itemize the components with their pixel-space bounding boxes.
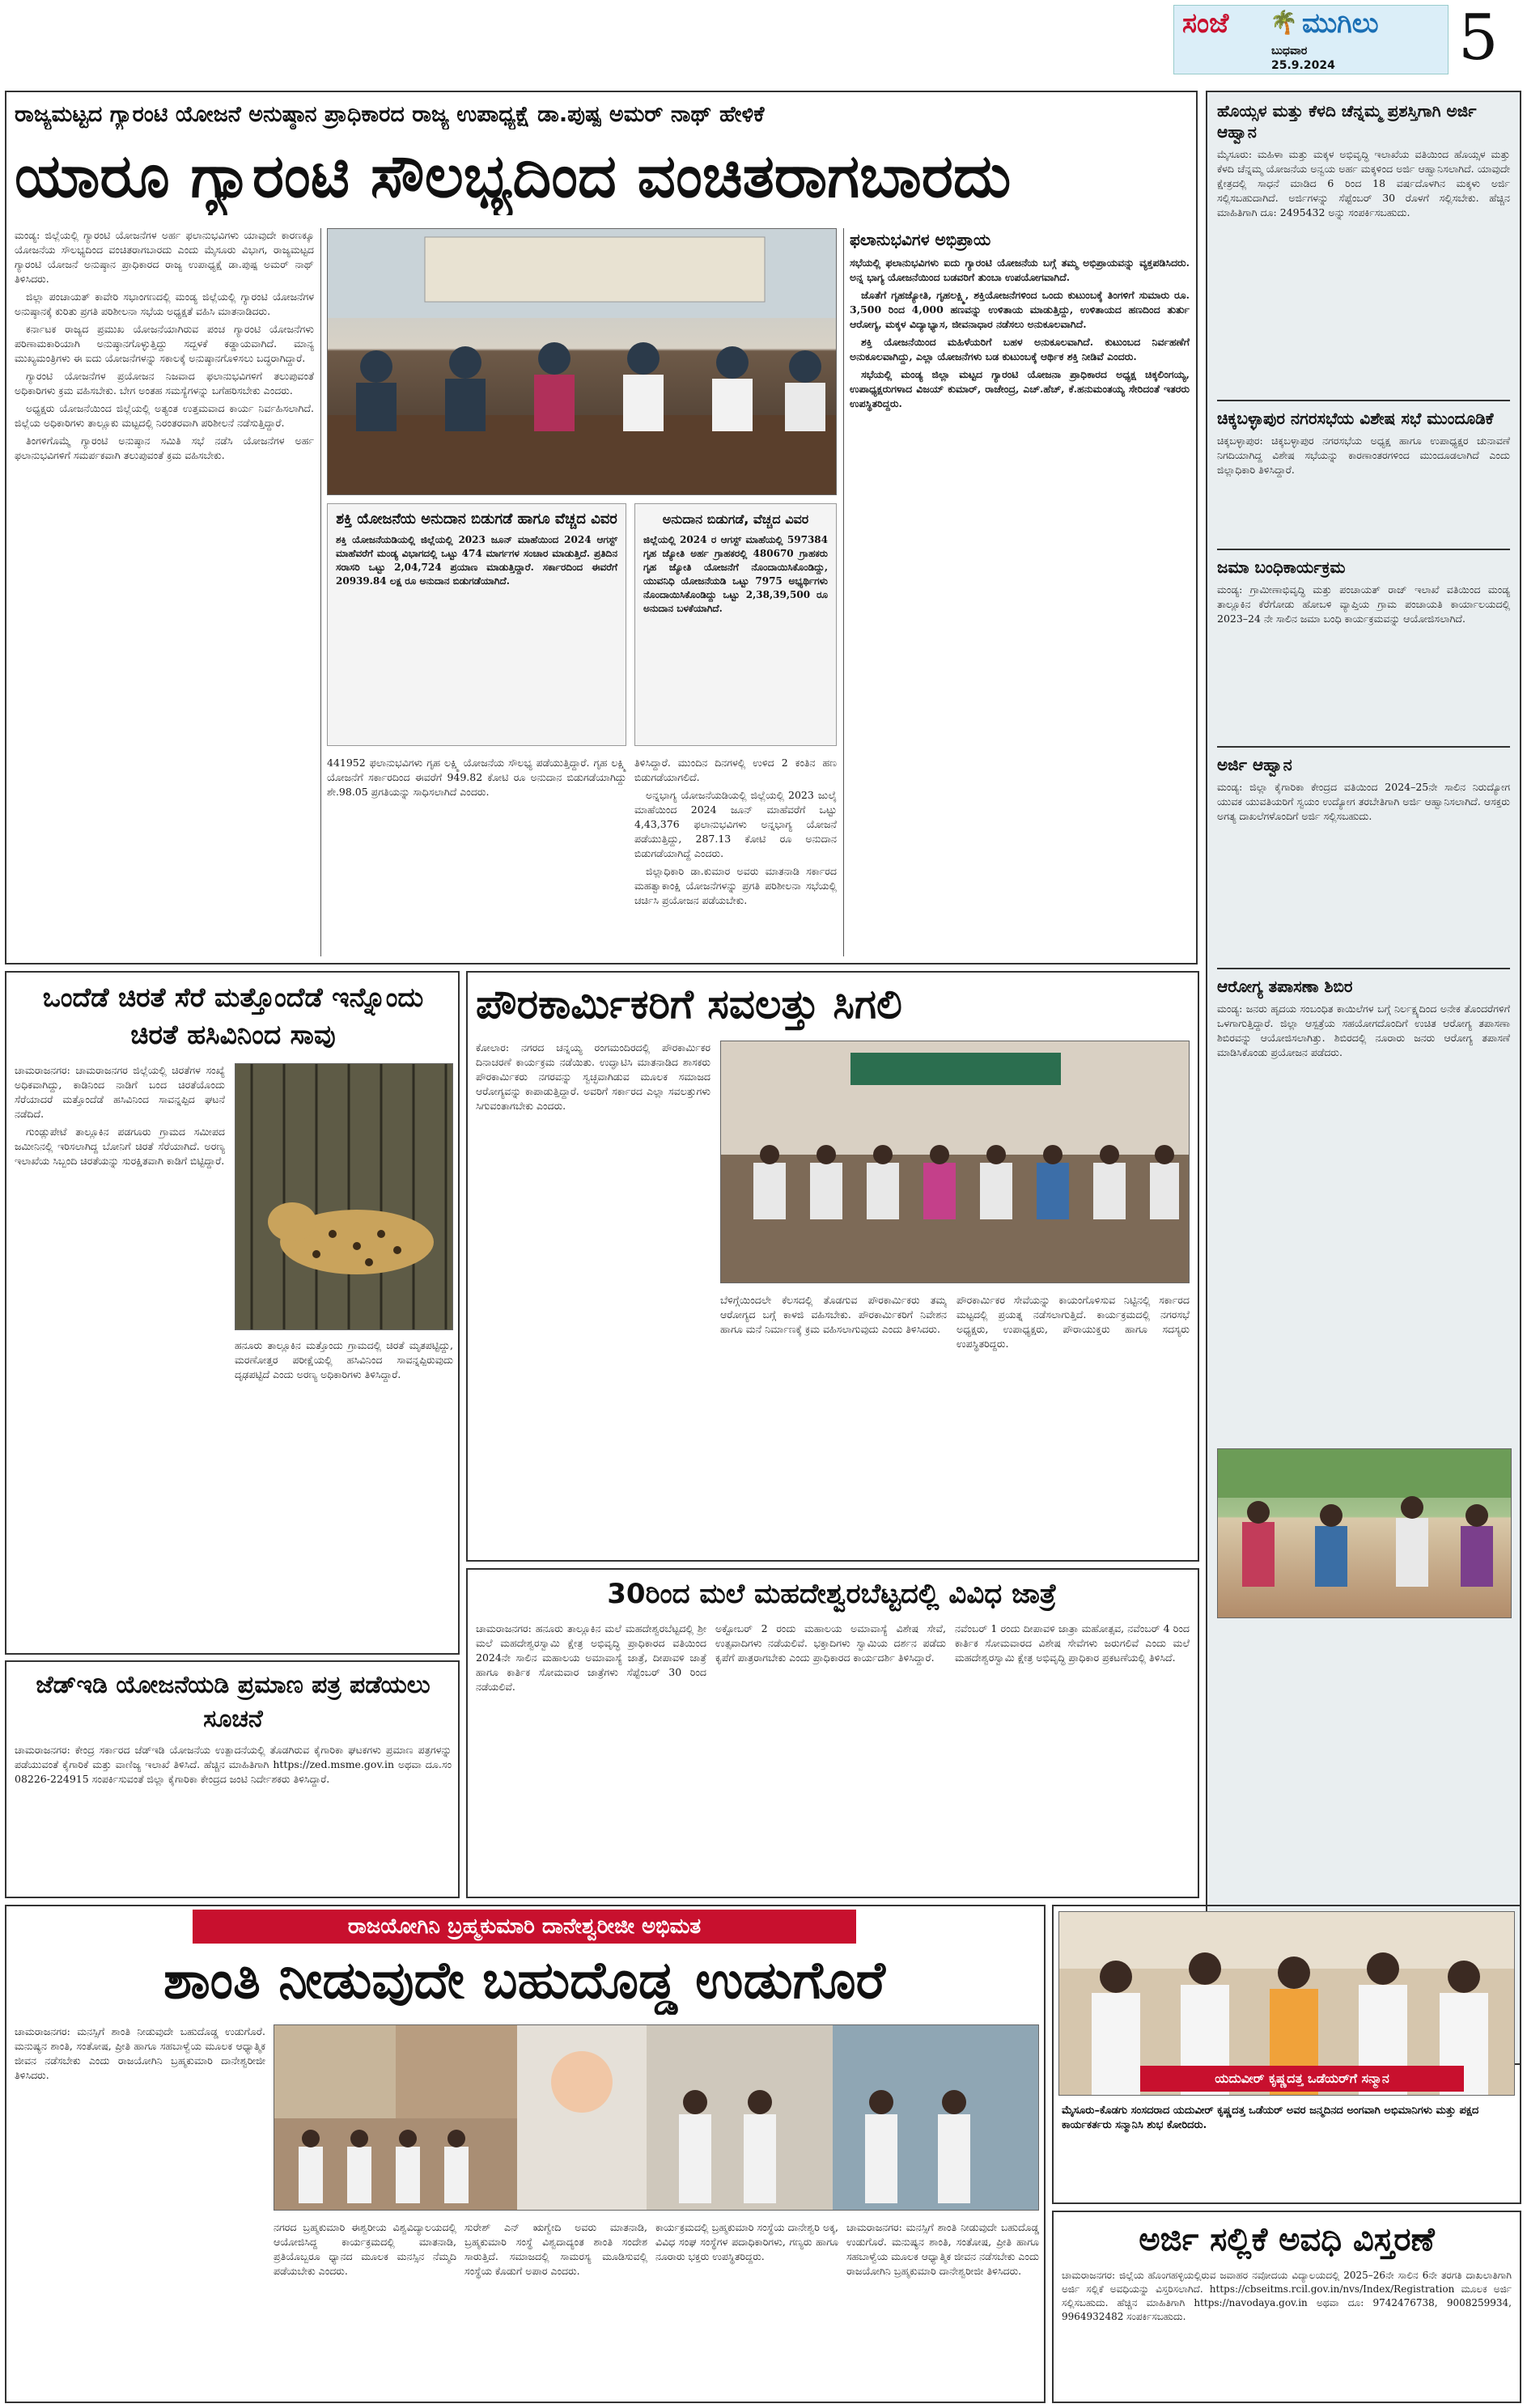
lead-story (5, 91, 1198, 964)
masthead (1173, 2, 1521, 83)
zed-story (5, 1660, 460, 1898)
info-box-title: ಅನುದಾನ ಬಿಡುಗಡೆ, ವೆಚ್ಚದ ವಿವರ (662, 511, 809, 527)
shanti-headline: ಶಾಂತಿ ನೀಡುವುದೇ ಬಹುದೊಡ್ಡ ಉಡುಗೊರೆ (163, 1951, 885, 2011)
mmhills-col-2: ಅಕ್ಟೋಬರ್ 2 ರಂದು ಮಹಾಲಯ ಅಮಾವಾಸ್ಯೆ ವಿಶೇಷ ಸೇವೆ, ಉತ್ಸವಾದಿಗಳು ನಡೆಯಲಿವೆ. ಭಕ್ತಾದಿಗಳು ಸ್ವಾಮಿಯ ದರ್ಶನ ಪಡೆದು ಕೃಪೆಗೆ ಪಾತ್ರರಾಗಬೇಕು ಎಂದು ಪ್ರಾಧಿಕಾರದ ಕಾರ್ಯದರ್ಶಿ ತಿಳಿಸಿದ್ದಾರೆ. (715, 1622, 946, 1664)
lead-para: ಸಭೆಯಲ್ಲಿ ಮಂಡ್ಯ ಜಿಲ್ಲಾ ಮಟ್ಟದ ಗ್ಯಾರಂಟಿ ಯೋಜನಾ ಪ್ರಾಧಿಕಾರದ ಅಧ್ಯಕ್ಷ ಚಿಕ್ಕಲಿಂಗಯ್ಯ, ಉಪಾಧ್ಯಕ್ಷರುಗಳಾದ ವಿಜಯ್ ಕುಮಾರ್, ರಾಜೇಂದ್ರ, ಎಚ್.ಹೆಚ್, ಕೆ.ಹನುಮಂತಯ್ಯ ಸೇರಿದಂತೆ ಇತರರು ಉಪಸ್ಥಿತರಿದ್ದರು. (850, 368, 1190, 409)
yaduveer-photo (1058, 1911, 1515, 2096)
brand-right: ಮುಗಿಲು (1302, 7, 1379, 40)
meeting-photo-figures (328, 229, 837, 495)
lead-para: ಅನ್ನಭಾಗ್ಯ ಯೋಜನೆಯಡಿಯಲ್ಲಿ ಜಿಲ್ಲೆಯಲ್ಲಿ 2023 ಜುಲೈ ಮಾಹೆಯಿಂದ 2024 ಜೂನ್ ಮಾಹೆವರೆಗೆ ಒಟ್ಟು 4,43,376 ಫಲಾನುಭವಿಗಳು ಅನ್ನಭಾಗ್ಯ ಯೋಜನೆ ಪಡೆಯುತ್ತಿದ್ದು, 287.13 ಕೋಟಿ ರೂ ಅನುದಾನ ಬಿಡುಗಡೆಯಾಗಿದ್ದೆ ಎಂದರು. (634, 789, 837, 859)
zed-headline: ಜೆಡ್ಇಡಿ ಯೋಜನೆಯಡಿ ಪ್ರಮಾಣ ಪತ್ರ ಪಡೆಯಲು ಸೂಚನೆ (36, 1671, 431, 1733)
shanti-col-1: ಚಾಮರಾಜನಗರ: ಮನಸ್ಸಿಗೆ ಶಾಂತಿ ನೀಡುವುದೇ ಬಹುದೊಡ್ಡ ಉಡುಗೊರೆ. ಮನುಷ್ಯನ ಶಾಂತಿ, ಸಂತೋಷ, ಪ್ರೀತಿ ಹಾಗೂ ಸಹಬಾಳ್ವೆಯ ಮೂಲಕ ಆಧ್ಯಾತ್ಮಿಕ ಜೀವನ ನಡೆಸಬೇಕು ಎಂದು ರಾಜಯೋಗಿನಿ ಬ್ರಹ್ಮಕುಮಾರಿ ದಾನೇಶ್ವರೀಜೀ ತಿಳಿಸಿದರು. (15, 2025, 265, 2081)
lead-col-3 (327, 756, 626, 958)
pourakarmika-col-2: ಬೆಳಿಗ್ಗೆಯಿಂದಲೇ ಕೆಲಸದಲ್ಲಿ ತೊಡಗುವ ಪೌರಕಾರ್ಮಿಕರು ತಮ್ಮ ಆರೋಗ್ಯದ ಬಗ್ಗೆ ಕಾಳಜಿ ವಹಿಸಬೇಕು. ಪೌರಕಾರ್ಮಿಕರಿಗೆ ನಿವೇಶನ ಹಾಗೂ ಮನೆ ನಿರ್ಮಾಣಕ್ಕೆ ಕ್ರಮ ವಹಿಸಲಾಗುವುದು ಎಂದು ತಿಳಿಸಿದರು. (720, 1294, 947, 1335)
info-box-body: ಶಕ್ತಿ ಯೋಜನೆಯಡಿಯಲ್ಲಿ ಜಿಲ್ಲೆಯಲ್ಲಿ 2023 ಜೂನ್ ಮಾಹೆಯಿಂದ 2024 ಆಗಸ್ಟ್ ಮಾಹೆವರೆಗೆ ಮಂಡ್ಯ ವಿಭಾಗದಲ್ಲಿ ಒಟ್ಟು 474 ಮಾರ್ಗಗಳ ಸಂಚಾರ ಮಾಡುತ್ತಿದೆ. ಪ್ರತಿದಿನ ಸರಾಸರಿ ಒಟ್ಟು 2,04,724 ಪ್ರಯಾಣ ಮಾಡುತ್ತಿದ್ದಾರೆ. ಸರ್ಕಾರದಿಂದ ಈವರೆಗೆ 20939.84 ಲಕ್ಷ ರೂ ಅನುದಾನ ಬಿಡುಗಡೆಯಾಗಿದೆ. (336, 534, 617, 587)
shanti-col-5: ಚಾಮರಾಜನಗರ: ಮನಸ್ಸಿಗೆ ಶಾಂತಿ ನೀಡುವುದೇ ಬಹುದೊಡ್ಡ ಉಡುಗೊರೆ. ಮನುಷ್ಯನ ಶಾಂತಿ, ಸಂತೋಷ, ಪ್ರೀತಿ ಹಾಗೂ ಸಹಬಾಳ್ವೆಯ ಮೂಲಕ ಆಧ್ಯಾತ್ಮಿಕ ಜೀವನ ನಡೆಸಬೇಕು ಎಂದು ರಾಜಯೋಗಿನಿ ಬ್ರಹ್ಮಕುಮಾರಿ ದಾನೇಶ್ವರೀಜೀ ತಿಳಿಸಿದರು. (846, 2221, 1039, 2277)
lead-para: ಗ್ಯಾರಂಟಿ ಯೋಜನೆಗಳ ಪ್ರಯೋಜನ ನಿಜವಾದ ಫಲಾನುಭವಿಗಳಿಗೆ ತಲುಪುವಂತೆ ಅಧಿಕಾರಿಗಳು ಕ್ರಮ ವಹಿಸಬೇಕು. ಬೇಗ ಅಂತಹ ಸಮಸ್ಯೆಗಳನ್ನು ಬಗೆಹರಿಸಬೇಕು ಎಂದರು. (15, 370, 314, 396)
leopard-para: ಚಾಮರಾಜನಗರ: ಚಾಮರಾಜನಗರ ಜಿಲ್ಲೆಯಲ್ಲಿ ಚಿರತೆಗಳ ಸಂಖ್ಯೆ ಅಧಿಕವಾಗಿದ್ದು, ಕಾಡಿನಿಂದ ನಾಡಿಗೆ ಬಂದ ಚಿರತೆಯೊಂದು ಸೆರೆಯಾದರೆ ಮತ್ತೊಂದೆಡೆ ಹಸಿವಿನಿಂದ ಸಾವನ್ನಪ್ಪಿದ ಘಟನೆ ನಡೆದಿದೆ. (15, 1064, 225, 1120)
brief-title-2: ಚಿಕ್ಕಬಳ್ಳಾಪುರ ನಗರಸಭೆಯ ವಿಶೇಷ ಸಭೆ ಮುಂದೂಡಿಕೆ (1217, 409, 1494, 428)
shanti-col-3: ಸುರೇಶ್ ಎನ್ ಋಗ್ವೇದಿ ಅವರು ಮಾತನಾಡಿ, ಬ್ರಹ್ಮಕುಮಾರಿ ಸಂಸ್ಥೆ ವಿಶ್ವದಾದ್ಯಂತ ಶಾಂತಿ ಸಂದೇಶ ಸಾರುತ್ತಿದೆ. ಸಮಾಜದಲ್ಲಿ ಸಾಮರಸ್ಯ ಮೂಡಿಸುವಲ್ಲಿ ಸಂಸ್ಥೆಯ ಕೊಡುಗೆ ಅಪಾರ ಎಂದರು. (464, 2221, 647, 2277)
info-box-body: ಜಿಲ್ಲೆಯಲ್ಲಿ 2024 ರ ಆಗಸ್ಟ್ ಮಾಹೆಯಲ್ಲಿ 597384 ಗೃಹ ಜ್ಯೋತಿ ಅರ್ಹ ಗ್ರಾಹಕರಲ್ಲಿ 480670 ಗ್ರಾಹಕರು ಗೃಹ ಜ್ಯೋತಿ ಯೋಜನೆಗೆ ನೊಂದಾಯಿಸಿಕೊಂಡಿದ್ದು, ಯುವನಿಧಿ ಯೋಜನೆಯಡಿ ಒಟ್ಟು 7975 ಅಭ್ಯರ್ಥಿಗಳು ನೊಂದಾಯಿಸಿಕೊಂಡಿದ್ದು ಒಟ್ಟು 2,38,39,500 ರೂ ಅನುದಾನ ಬಳಕೆಯಾಗಿದೆ. (643, 534, 828, 614)
shanti-col-2: ನಗರದ ಬ್ರಹ್ಮಕುಮಾರಿ ಈಶ್ವರೀಯ ವಿಶ್ವವಿದ್ಯಾಲಯದಲ್ಲಿ ಆಯೋಜಿಸಿದ್ದ ಕಾರ್ಯಕ್ರಮದಲ್ಲಿ ಮಾತನಾಡಿ, ಪ್ರತಿಯೊಬ್ಬರೂ ಧ್ಯಾನದ ಮೂಲಕ ಮನಸ್ಸಿನ ನೆಮ್ಮದಿ ಪಡೆಯಬೇಕು ಎಂದರು. (274, 2221, 456, 2277)
beneficiary-opinion-heading: ಫಲಾನುಭವಿಗಳ ಅಭಿಪ್ರಾಯ (850, 230, 991, 249)
brief-body-2: ಚಿಕ್ಕಬಳ್ಳಾಪುರ: ಚಿಕ್ಕಬಳ್ಳಾಪುರ ನಗರಸಭೆಯ ಅಧ್ಯಕ್ಷ ಹಾಗೂ ಉಪಾಧ್ಯಕ್ಷರ ಚುನಾವಣೆ ನಿಗದಿಯಾಗಿದ್ದ ವಿಶೇಷ ಸಭೆಯನ್ನು ಕಾರಣಾಂತರಗಳಿಂದ ಮುಂದೂಡಲಾಗಿದೆ ಎಂದು ಜಿಲ್ಲಾಧಿಕಾರಿ ತಿಳಿಸಿದ್ದಾರೆ. (1217, 435, 1510, 476)
yaduveer-caption: ಮೈಸೂರು–ಕೊಡಗು ಸಂಸದರಾದ ಯದುವೀರ್ ಕೃಷ್ಣದತ್ತ ಒಡೆಯರ್ ಅವರ ಜನ್ಮದಿನದ ಅಂಗವಾಗಿ ಅಭಿಮಾನಿಗಳು ಮತ್ತು ಪಕ್ಷದ ಕಾರ್ಯಕರ್ತರು ಸನ್ಮಾನಿಸಿ ಶುಭ ಕೋರಿದರು. (1062, 2105, 1479, 2131)
lead-headline: ಯಾರೂ ಗ್ಯಾರಂಟಿ ಸೌಲಭ್ಯದಿಂದ ವಂಚಿತರಾಗಬಾರದು (15, 142, 1012, 211)
shanti-col-4: ಕಾರ್ಯಕ್ರಮದಲ್ಲಿ ಬ್ರಹ್ಮಕುಮಾರಿ ಸಂಸ್ಥೆಯ ದಾನೇಶ್ವರಿ ಅಕ್ಕ, ವಿವಿಧ ಸಂಘ ಸಂಸ್ಥೆಗಳ ಪದಾಧಿಕಾರಿಗಳು, ಗಣ್ಯರು ಹಾಗೂ ನೂರಾರು ಭಕ್ತರು ಉಪಸ್ಥಿತರಿದ್ದರು. (655, 2221, 838, 2262)
yaduveer-story (1052, 1905, 1521, 2204)
mmhills-col-3: ನವೆಂಬರ್ 1 ರಂದು ದೀಪಾವಳಿ ಜಾತ್ರಾ ಮಹೋತ್ಸವ, ನವೆಂಬರ್ 4 ರಿಂದ ಕಾರ್ತಿಕ ಸೋಮವಾರದ ವಿಶೇಷ ಸೇವೆಗಳು ಜರುಗಲಿವೆ ಎಂದು ಮಲೆ ಮಹದೇಶ್ವರಸ್ವಾಮಿ ಕ್ಷೇತ್ರ ಅಭಿವೃದ್ಧಿ ಪ್ರಾಧಿಕಾರ ಪ್ರಕಟಣೆಯಲ್ಲಿ ತಿಳಿಸಿದೆ. (955, 1622, 1190, 1664)
brief-title-4: ಅರ್ಜಿ ಆಹ್ವಾನ (1217, 755, 1292, 774)
masthead-date: 25.9.2024 (1271, 59, 1335, 72)
lead-para: ಮಂಡ್ಯ: ಜಿಲ್ಲೆಯಲ್ಲಿ ಗ್ಯಾರಂಟಿ ಯೋಜನೆಗಳ ಅರ್ಹ ಫಲಾನುಭವಿಗಳು ಯಾವುದೇ ಕಾರಣಕ್ಕೂ ಯೋಜನೆಯ ಸೌಲಭ್ಯದಿಂದ ವಂಚಿತರಾಗಬಾರದು ಎಂದು ಮೈಸೂರು ವಿಭಾಗ, ರಾಜ್ಯಮಟ್ಟದ ಗ್ಯಾರಂಟಿ ಯೋಜನೆ ಅನುಷ್ಠಾನ ಪ್ರಾಧಿಕಾರದ ರಾಜ್ಯ ಉಪಾಧ್ಯಕ್ಷೆ ಡಾ.ಪುಷ್ಪ ಅಮರ್ ನಾಥ್ ತಿಳಿಸಿದರು. (15, 229, 314, 285)
lead-para: ತಿಳಿಸಿದ್ದಾರೆ. ಮುಂದಿನ ದಿನಗಳಲ್ಲಿ ಉಳಿದ 2 ಕಂತಿನ ಹಣ ಬಿಡುಗಡೆಯಾಗಲಿದೆ. (634, 757, 837, 783)
pourakarmika-col-1: ಕೋಲಾರ: ನಗರದ ಚನ್ನಯ್ಯ ರಂಗಮಂದಿರದಲ್ಲಿ ಪೌರಕಾರ್ಮಿಕರ ದಿನಾಚರಣೆ ಕಾರ್ಯಕ್ರಮ ನಡೆಯಿತು. ಉದ್ಘಾಟಿಸಿ ಮಾತನಾಡಿದ ಶಾಸಕರು ಪೌರಕಾರ್ಮಿಕರು ನಗರವನ್ನು ಸ್ವಚ್ಛವಾಗಿಡುವ ಮೂಲಕ ಸಮಾಜದ ಆರೋಗ್ಯವನ್ನು ಕಾಪಾಡುತ್ತಿದ್ದಾರೆ. ಅವರಿಗೆ ಸರ್ಕಾರದ ಎಲ್ಲಾ ಸವಲತ್ತುಗಳು ಸಿಗುವಂತಾಗಬೇಕು ಎಂದರು. (476, 1041, 710, 1112)
deadline-story (1052, 2211, 1521, 2403)
lead-col-1 (15, 228, 314, 956)
yaduveer-caption-tag: ಯದುವೀರ್ ಕೃಷ್ಣದತ್ತ ಒಡೆಯರ್‌ಗೆ ಸನ್ಮಾನ (1140, 2066, 1464, 2092)
pourakarmika-photo (720, 1041, 1190, 1283)
leopard-col-1 (15, 1063, 225, 1646)
shanti-kicker: ರಾಜಯೋಗಿನಿ ಬ್ರಹ್ಮಕುಮಾರಿ ದಾನೇಶ್ವರೀಜೀ ಅಭಿಮತ (193, 1910, 856, 1944)
sidebar-briefs (1206, 91, 1521, 2065)
pourakarmika-story (466, 971, 1199, 1562)
mmhills-col-1: ಚಾಮರಾಜನಗರ: ಹನೂರು ತಾಲ್ಲೂಕಿನ ಮಲೆ ಮಹದೇಶ್ವರಬೆಟ್ಟದಲ್ಲಿ ಶ್ರೀ ಮಲೆ ಮಹದೇಶ್ವರಸ್ವಾಮಿ ಕ್ಷೇತ್ರ ಅಭಿವೃದ್ಧಿ ಪ್ರಾಧಿಕಾರದ ವತಿಯಿಂದ 2024ನೇ ಸಾಲಿನ ಮಹಾಲಯ ಅಮಾವಾಸ್ಯೆ ಜಾತ್ರೆ, ದೀಪಾವಳಿ ಜಾತ್ರೆ ಹಾಗೂ ಕಾರ್ತಿಕ ಸೋಮವಾರ ಜಾತ್ರೆಗಳು ಸೆಪ್ಟೆಂಬರ್ 30 ರಿಂದ ನಡೆಯಲಿವೆ. (476, 1622, 706, 1693)
deadline-body: ಚಾಮರಾಜನಗರ: ಜಿಲ್ಲೆಯ ಹೊಂಗಹಳ್ಳಿಯಲ್ಲಿರುವ ಜವಾಹರ ನವೋದಯ ವಿದ್ಯಾಲಯದಲ್ಲಿ 2025–26ನೇ ಸಾಲಿನ 6ನೇ ತರಗತಿ ದಾಖಲಾತಿಗಾಗಿ ಅರ್ಜಿ ಸಲ್ಲಿಕೆ ಅವಧಿಯನ್ನು ವಿಸ್ತರಿಸಲಾಗಿದೆ. https://cbseitms.rcil.gov.in/nvs/Index/Registration ಮೂಲಕ ಅರ್ಜಿ ಸಲ್ಲಿಸಬಹುದು. ಹೆಚ್ಚಿನ ಮಾಹಿತಿಗಾಗಿ https://navodaya.gov.in ಅಥವಾ ದೂ: 9742476738, 9008259934, 9964932482 ಸಂಪರ್ಕಿಸಬಹುದು. (1062, 2270, 1512, 2322)
brief-title-5: ಆರೋಗ್ಯ ತಪಾಸಣಾ ಶಿಬಿರ (1217, 977, 1353, 996)
brief-body-1: ಮೈಸೂರು: ಮಹಿಳಾ ಮತ್ತು ಮಕ್ಕಳ ಅಭಿವೃದ್ಧಿ ಇಲಾಖೆಯ ವತಿಯಿಂದ ಹೊಯ್ಸಳ ಮತ್ತು ಕೆಳದಿ ಚೆನ್ನಮ್ಮ ಯೋಜನೆಯ ಅನ್ವಯ ಅರ್ಹ ಮಕ್ಕಳಿಂದ ಅರ್ಜಿ ಆಹ್ವಾನಿಸಲಾಗಿದೆ. ಯಾವುದೇ ಕ್ಷೇತ್ರದಲ್ಲಿ ಸಾಧನೆ ಮಾಡಿದ 6 ರಿಂದ 18 ವರ್ಷದೊಳಗಿನ ಮಕ್ಕಳು ಅರ್ಜಿ ಸಲ್ಲಿಸಬಹುದಾಗಿದೆ. ಅರ್ಜಿಗಳನ್ನು ಸೆಪ್ಟೆಂಬರ್ 30 ರೊಳಗೆ ಸಲ್ಲಿಸಬೇಕು. ಹೆಚ್ಚಿನ ಮಾಹಿತಿಗಾಗಿ ದೂ: 2495432 ಅನ್ನು ಸಂಪರ್ಕಿಸಬಹುದು. (1217, 148, 1510, 218)
brief-body-3: ಮಂಡ್ಯ: ಗ್ರಾಮೀಣಾಭಿವೃದ್ಧಿ ಮತ್ತು ಪಂಚಾಯತ್ ರಾಜ್ ಇಲಾಖೆ ವತಿಯಿಂದ ಮಂಡ್ಯ ತಾಲ್ಲೂಕಿನ ಕೆರೆಗೋಡು ಹೋಬಳಿ ವ್ಯಾಪ್ತಿಯ ಗ್ರಾಮ ಪಂಚಾಯತಿ ಕಾರ್ಯಾಲಯದಲ್ಲಿ 2023–24 ನೇ ಸಾಲಿನ ಜಮಾ ಬಂಧಿ ಕಾರ್ಯಕ್ರಮವನ್ನು ಆಯೋಜಿಸಲಾಗಿದೆ. (1217, 583, 1510, 625)
palm-icon: 🌴 (1270, 9, 1298, 36)
info-box-title: ಶಕ್ತಿ ಯೋಜನೆಯ ಅನುದಾನ ಬಿಡುಗಡೆ ಹಾಗೂ ವೆಚ್ಚದ ವಿವರ (336, 511, 617, 528)
lead-para: ಅಧ್ಯಕ್ಷರು ಯೋಜನೆಯಿಂದ ಜಿಲ್ಲೆಯಲ್ಲಿ ಅತ್ಯಂತ ಉತ್ತಮವಾದ ಕಾರ್ಯ ನಿರ್ವಹಿಸಲಾಗಿದೆ. ಜಿಲ್ಲೆಯ ಅಧಿಕಾರಿಗಳು ತಾಲ್ಲೂಕು ಮಟ್ಟದಲ್ಲಿ ನಿರಂತರವಾಗಿ ಪರಿಶೀಲನೆ ನಡೆಸುತ್ತಿದ್ದಾರೆ. (15, 402, 314, 429)
lead-para: ಜಿಲ್ಲಾ ಪಂಚಾಯತ್ ಕಾವೇರಿ ಸಭಾಂಗಣದಲ್ಲಿ ಮಂಡ್ಯ ಜಿಲ್ಲೆಯಲ್ಲಿ ಗ್ಯಾರಂಟಿ ಯೋಜನೆಗಳ ಅನುಷ್ಠಾನಕ್ಕೆ ಕುರಿತು ಪ್ರಗತಿ ಪರಿಶೀಲನಾ ಸಭೆಯ ಅಧ್ಯಕ್ಷತೆ ವಹಿಸಿ ಮಾತನಾಡಿದರು. (15, 290, 314, 317)
shanti-story (5, 1905, 1046, 2403)
mmhills-story (466, 1568, 1199, 1898)
leopard-photo (235, 1063, 453, 1330)
lead-para: ಶಕ್ತಿ ಯೋಜನೆಯಿಂದ ಮಹಿಳೆಯರಿಗೆ ಬಹಳ ಅನುಕೂಲವಾಗಿದೆ. ಕುಟುಂಬದ ನಿರ್ವಹಣೆಗೆ ಅನುಕೂಲವಾಗಿದ್ದು, ಎಲ್ಲಾ ಯೋಜನೆಗಳು ಬಡ ಕುಟುಂಬಕ್ಕೆ ಆರ್ಥಿಕ ಶಕ್ತಿ ನೀಡಿವೆ ಎಂದರು. (850, 336, 1190, 362)
lead-para: ಸಭೆಯಲ್ಲಿ ಫಲಾನುಭವಿಗಳು ಐದು ಗ್ಯಾರಂಟಿ ಯೋಜನೆಯ ಬಗ್ಗೆ ತಮ್ಮ ಅಭಿಪ್ರಾಯವನ್ನು ವ್ಯಕ್ತಪಡಿಸಿದರು. ಅನ್ನ ಭಾಗ್ಯ ಯೋಜನೆಯಿಂದ ಬಡವರಿಗೆ ತುಂಬಾ ಉಪಯೋಗವಾಗಿದೆ. (850, 256, 1190, 283)
lead-col-5 (850, 228, 1190, 956)
info-box-shakti (327, 503, 626, 746)
lead-para: ಜೊತೆಗೆ ಗೃಹಜ್ಯೋತಿ, ಗೃಹಲಕ್ಷ್ಮಿ, ಶಕ್ತಿಯೋಜನೆಗಳಿಂದ ಒಂದು ಕುಟುಂಬಕ್ಕೆ ತಿಂಗಳಿಗೆ ಸುಮಾರು ರೂ. 3,500 ರಿಂದ 4,000 ಹಣವನ್ನು ಉಳಿತಾಯ ಮಾಡುತ್ತಿದ್ದು, ಉಳಿತಾಯದ ಹಣದಿಂದ ತುರ್ತು ಆರೋಗ್ಯ, ಮಕ್ಕಳ ವಿದ್ಯಾಭ್ಯಾಸ, ಜೀವನಾಧಾರ ನಡೆಸಲು ಅನುಕೂಲವಾಗಿದೆ. (850, 289, 1190, 330)
info-box-grant (634, 503, 837, 746)
brief-body-5: ಮಂಡ್ಯ: ಜನರು ಹೃದಯ ಸಂಬಂಧಿತ ಕಾಯಿಲೆಗಳ ಬಗ್ಗೆ ನಿರ್ಲಕ್ಷ್ಯದಿಂದ ಅನೇಕ ತೊಂದರೆಗಳಿಗೆ ಒಳಗಾಗುತ್ತಿದ್ದಾರೆ. ಜಿಲ್ಲಾ ಆಸ್ಪತ್ರೆಯ ಸಹಯೋಗದೊಂದಿಗೆ ಉಚಿತ ಆರೋಗ್ಯ ತಪಾಸಣಾ ಶಿಬಿರವನ್ನು ಆಯೋಜಿಸಲಾಗಿತ್ತು. ಶಿಬಿರದಲ್ಲಿ ನೂರಾರು ಜನರು ಆರೋಗ್ಯ ತಪಾಸಣೆ ಮಾಡಿಸಿಕೊಂಡು ಪ್ರಯೋಜನ ಪಡೆದರು. (1217, 1003, 1510, 1058)
meeting-photo (327, 228, 837, 495)
lead-para: 441952 ಫಲಾನುಭವಿಗಳು ಗೃಹ ಲಕ್ಷ್ಮಿ ಯೋಜನೆಯ ಸೌಲಭ್ಯ ಪಡೆಯುತ್ತಿದ್ದಾರೆ. ಗೃಹ ಲಕ್ಷ್ಮಿ ಯೋಜನೆಗೆ ಸರ್ಕಾರದಿಂದ ಈವರೆಗೆ 949.82 ಕೋಟಿ ರೂ ಅನುದಾನ ಬಿಡುಗಡೆಯಾಗಿದ್ದು ಶೇ.98.05 ಪ್ರಗತಿಯನ್ನು ಸಾಧಿಸಲಾಗಿದೆ ಎಂದರು. (327, 757, 626, 798)
leopard-para: ಗುಂಡ್ಲುಪೇಟೆ ತಾಲ್ಲೂಕಿನ ಪಡಗೂರು ಗ್ರಾಮದ ಸಮೀಪದ ಜಮೀನಿನಲ್ಲಿ ಇರಿಸಲಾಗಿದ್ದ ಬೋನಿಗೆ ಚಿರತೆ ಸೆರೆಯಾಗಿದೆ. ಅರಣ್ಯ ಇಲಾಖೆಯ ಸಿಬ್ಬಂದಿ ಚಿರತೆಯನ್ನು ಸುರಕ್ಷಿತವಾಗಿ ಕಾಡಿಗೆ ಬಿಟ್ಟಿದ್ದಾರೆ. (15, 1126, 225, 1167)
mmhills-headline: 30ರಿಂದ ಮಲೆ ಮಹದೇಶ್ವರಬೆಟ್ಟದಲ್ಲಿ ವಿವಿಧ ಜಾತ್ರೆ (607, 1578, 1057, 1610)
lead-kicker: ರಾಜ್ಯಮಟ್ಟದ ಗ್ಯಾರಂಟಿ ಯೋಜನೆ ಅನುಷ್ಠಾನ ಪ್ರಾಧಿಕಾರದ ರಾಜ್ಯ ಉಪಾಧ್ಯಕ್ಷೆ ಡಾ.ಪುಷ್ಪ ಅಮರ್ ನಾಥ್ ಹೇಳಿಕೆ (15, 102, 765, 127)
deadline-headline: ಅರ್ಜಿ ಸಲ್ಲಿಕೆ ಅವಧಿ ವಿಸ್ತರಣೆ (1139, 2221, 1435, 2258)
lead-para: ತಿಂಗಳಿಗೊಮ್ಮೆ ಗ್ಯಾರಂಟಿ ಅನುಷ್ಠಾನ ಸಮಿತಿ ಸಭೆ ನಡೆಸಿ ಯೋಜನೆಗಳ ಅರ್ಹ ಫಲಾನುಭವಿಗಳಿಗೆ ಸಮರ್ಪಕವಾಗಿ ತಲುಪುವಂತೆ ಕ್ರಮ ವಹಿಸಬೇಕು. (15, 435, 314, 461)
leopard-story (5, 971, 460, 1655)
pourakarmika-col-3: ಪೌರಕಾರ್ಮಿಕರ ಸೇವೆಯನ್ನು ಕಾಯಂಗೊಳಿಸುವ ನಿಟ್ಟಿನಲ್ಲಿ ಸರ್ಕಾರದ ಮಟ್ಟದಲ್ಲಿ ಪ್ರಯತ್ನ ನಡೆಸಲಾಗುತ್ತಿದೆ. ಕಾರ್ಯಕ್ರಮದಲ್ಲಿ ನಗರಸಭೆ ಅಧ್ಯಕ್ಷರು, ಉಪಾಧ್ಯಕ್ಷರು, ಪೌರಾಯುಕ್ತರು ಹಾಗೂ ಸದಸ್ಯರು ಉಪಸ್ಥಿತರಿದ್ದರು. (956, 1294, 1190, 1350)
leopard-col-2 (235, 1338, 453, 1646)
zed-body: ಚಾಮರಾಜನಗರ: ಕೇಂದ್ರ ಸರ್ಕಾರದ ಜೆಡ್ಇಡಿ ಯೋಜನೆಯ ಉತ್ಪಾದನೆಯಲ್ಲಿ ತೊಡಗಿರುವ ಕೈಗಾರಿಕಾ ಘಟಕಗಳು ಪ್ರಮಾಣ ಪತ್ರಗಳನ್ನು ಪಡೆಯುವಂತೆ ಕೈಗಾರಿಕೆ ಮತ್ತು ವಾಣಿಜ್ಯ ಇಲಾಖೆ ತಿಳಿಸಿದೆ. ಹೆಚ್ಚಿನ ಮಾಹಿತಿಗಾಗಿ https://zed.msme.gov.in ಅಥವಾ ದೂ.ಸಂ 08226-224915 ಸಂಪರ್ಕಿಸುವಂತೆ ಜಿಲ್ಲಾ ಕೈಗಾರಿಕಾ ಕೇಂದ್ರದ ಜಂಟಿ ನಿರ್ದೇಶಕರು ತಿಳಿಸಿದ್ದಾರೆ. (15, 1744, 452, 1785)
brief-title-1: ಹೊಯ್ಸಳ ಮತ್ತು ಕೆಳದಿ ಚೆನ್ನಮ್ಮ ಪ್ರಶಸ್ತಿಗಾಗಿ ಅರ್ಜಿ ಆಹ್ವಾನ (1217, 101, 1477, 142)
brand-left: ಸಂಜೆ (1182, 7, 1229, 40)
pourakarmika-headline: ಪೌರಕಾರ್ಮಿಕರಿಗೆ ಸವಲತ್ತು ಸಿಗಲಿ (476, 981, 902, 1028)
leopard-para: ಹನೂರು ತಾಲ್ಲೂಕಿನ ಮತ್ತೊಂದು ಗ್ರಾಮದಲ್ಲಿ ಚಿರತೆ ಮೃತಪಟ್ಟಿದ್ದು, ಮರಣೋತ್ತರ ಪರೀಕ್ಷೆಯಲ್ಲಿ ಹಸಿವಿನಿಂದ ಸಾವನ್ನಪ್ಪಿರುವುದು ದೃಢಪಟ್ಟಿದೆ ಎಂದು ಅರಣ್ಯ ಅಧಿಕಾರಿಗಳು ತಿಳಿಸಿದ್ದಾರೆ. (235, 1339, 453, 1380)
masthead-logo-box (1173, 5, 1449, 74)
brief-title-3: ಜಮಾ ಬಂಧಿಕಾರ್ಯಕ್ರಮ (1217, 557, 1346, 577)
health-camp-photo (1217, 1448, 1512, 1618)
leopard-headline: ಒಂದೆಡೆ ಚಿರತೆ ಸೆರೆ ಮತ್ತೊಂದೆಡೆ ಇನ್ನೊಂದು ಚಿರತೆ ಹಸಿವಿನಿಂದ ಸಾವು (42, 981, 424, 1050)
lead-col-4 (634, 756, 837, 958)
masthead-weekday: ಬುಧವಾರ (1271, 45, 1308, 57)
lead-para: ಜಿಲ್ಲಾಧಿಕಾರಿ ಡಾ.ಕುಮಾರ ಅವರು ಮಾತನಾಡಿ ಸರ್ಕಾರದ ಮಹತ್ವಾಕಾಂಕ್ಷಿ ಯೋಜನೆಗಳನ್ನು ಪ್ರಗತಿ ಪರಿಶೀಲನಾ ಸಭೆಯಲ್ಲಿ ಚರ್ಚಿಸಿ ಪ್ರಯೋಜನ ಪಡೆಯಬೇಕು. (634, 865, 837, 906)
brief-body-4: ಮಂಡ್ಯ: ಜಿಲ್ಲಾ ಕೈಗಾರಿಕಾ ಕೇಂದ್ರದ ವತಿಯಿಂದ 2024–25ನೇ ಸಾಲಿನ ನಿರುದ್ಯೋಗ ಯುವಕ ಯುವತಿಯರಿಗೆ ಸ್ವಯಂ ಉದ್ಯೋಗ ತರಬೇತಿಗಾಗಿ ಅರ್ಜಿ ಆಹ್ವಾನಿಸಲಾಗಿದೆ. ಆಸಕ್ತರು ಅಗತ್ಯ ದಾಖಲೆಗಳೊಂದಿಗೆ ಅರ್ಜಿ ಸಲ್ಲಿಸಬಹುದು. (1217, 781, 1510, 822)
lead-para: ಕರ್ನಾಟಕ ರಾಜ್ಯದ ಪ್ರಮುಖ ಯೋಜನೆಯಾಗಿರುವ ಪಂಚ ಗ್ಯಾರಂಟಿ ಯೋಜನೆಗಳು ಪರಿಣಾಮಕಾರಿಯಾಗಿ ಅನುಷ್ಠಾನಗೊಳ್ಳುತ್ತಿದ್ದು ಸದ್ಬಳಕೆ ಕಡ್ಡಾಯವಾಗಿದೆ. ಮಾನ್ಯ ಮುಖ್ಯಮಂತ್ರಿಗಳು ಈ ಐದು ಯೋಜನೆಗಳನ್ನು ಸಕಾಲಕ್ಕೆ ಅನುಷ್ಠಾನಗೊಳಿಸಲು ಬದ್ಧರಾಗಿದ್ದಾರೆ. (15, 323, 314, 364)
shanti-photo-grid (274, 2024, 1039, 2211)
page-number: 5 (1458, 2, 1499, 74)
